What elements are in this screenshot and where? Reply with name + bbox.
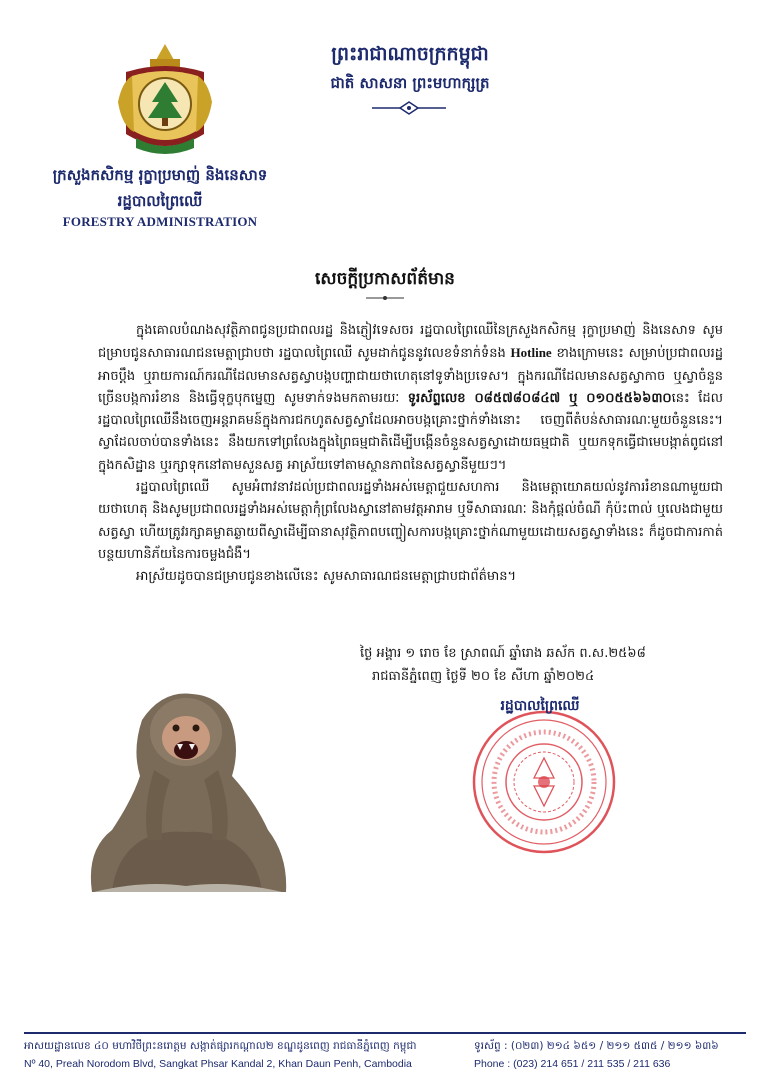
paragraph-1: ក្នុងគោលបំណងសុវត្ថិភាពជូនប្រជាពលរដ្ឋ និងភ្ញៀវទេសចរ រដ្ឋបាលព្រៃឈើនៃក្រសួងកសិកម្ម រុក្ខាប្រមាញ់ និងនេសាទ សូមជម្រាបជូនសាធារណជនមេត្តាជ្រាបថា រដ្ឋបាលព្រៃឈើ សូមដាក់ជូននូវលេខទំនាក់ទំនង Hotline ខាងក្រោមនេះ សម្រាប់ប្រជាពលរដ្ឋអាចប្ដឹង ឬរាយការណ៍ករណីដែលមានសត្វស្វាបង្កបញ្ហាជាយថាហេតុនៅទូទាំងប្រទេស។ ក្នុងករណីដែលមានសត្វស្វាកាច ឬស្វាចំនួនច្រើនបង្កការរំខាន និងធ្វើទុក្ខបុកម្នេញ សូមទាក់ទងមកតាមរយៈ ទូរស័ព្ទលេខ ០៨៥៧៨០៨៤៧ ឬ ០១០៥៥៦៦៣០នេះ ដែលរដ្ឋបាលព្រៃឈើនឹងចេញអន្តរាគមន៍ក្នុងការជកហូតសត្វស្វាដែលអាចបង្កគ្រោះថ្នាក់ទាំងនោះ ចេញពីតំបន់សាធារណៈមួយចំនួននេះ។ ស្វាដែលចាប់បានទាំងនេះ នឹងយកទៅព្រលែងក្នុងព្រៃធម្មជាតិដើម្បីបង្កើនចំនួនសត្វស្វាដោយធម្មជាតិ ឬយកទុកធ្វើជាមេបង្កាត់ពូជនៅក្នុងកសិដ្ឋាន ឬរក្សាទុកនៅតាមសួនសត្វ អាស្រ័យទៅតាមស្ថានភាពនៃសត្វស្វានីមួយៗ។ xyxy=(98,323,723,473)
lunar-date: ថ្ងៃ អង្គារ ១ រោច ខែ ស្រាពណ៍ ឆ្នាំរោង ឆស័ក ព.ស.២៥៦៨ xyxy=(360,646,646,661)
address-english: Nº 40, Preah Norodom Blvd, Sangkat Phsar Kandal 2, Khan Daun Penh, Cambodia xyxy=(24,1058,412,1070)
department-name-english: FORESTRY ADMINISTRATION xyxy=(62,214,258,229)
phone-english: Phone : (023) 214 651 / 211 535 / 211 636 xyxy=(474,1058,671,1070)
hotline-phone-numbers: ទូរស័ព្ទលេខ ០៨៥៧៨០៨៤៧ ឬ ០១០៥៥៦៦៣០ xyxy=(407,390,672,406)
title-ornament xyxy=(366,294,404,302)
department-name-khmer: រដ្ឋបាលព្រៃឈើ xyxy=(117,192,203,210)
official-seal xyxy=(470,708,618,856)
paragraph-3: អាស្រ័យដូចបានជម្រាបជូនខាងលើនេះ សូមសាធារណជនមេត្តាជ្រាបជាព័ត៌មាន។ xyxy=(136,569,517,585)
kingdom-heading: ព្រះរាជាណាចក្រកម្ពុជា xyxy=(331,43,489,65)
national-motto: ជាតិ សាសនា ព្រះមហាក្សត្រ xyxy=(330,74,490,92)
forestry-administration-logo xyxy=(112,42,218,160)
document-title: សេចក្ដីប្រកាសព័ត៌មាន xyxy=(315,269,455,289)
header-ornament xyxy=(370,101,448,115)
address-khmer: អាសយដ្ឋានលេខ ៤០ មហាវិថីព្រះនរោត្តម សង្កាត់ផ្សារកណ្ដាល២ ខណ្ឌដូនពេញ រាជធានីភ្នំពេញ កម្ពុជា xyxy=(24,1040,417,1052)
paragraph-2: រដ្ឋបាលព្រៃឈើ សូមអំពាវនាវដល់ប្រជាពលរដ្ឋទាំងអស់មេត្តាជួយសហការ និងមេត្តាយោគយល់នូវការរំខានណាមួយជាយថាហេតុ និងសូមប្រជាពលរដ្ឋទាំងអស់មេត្តាកុំព្រលែងស្វានៅតាមវត្តអារាម ឬទីសាធារណៈ និងកុំផ្តល់ចំណី កុំប៉ះពាល់ ឬលេងជាមួយសត្វស្វា ហើយត្រូវរក្សាគម្លាតឆ្ងាយពីស្វាដើម្បីធានាសុវត្ថិភាពបញ្ចៀសការបង្កគ្រោះថ្នាក់ណាមួយដោយសត្វស្វាទាំងនេះ ក៏ដូចជាការកាត់បន្ថយហានិភ័យនៃការចម្លងជំងឺ។ xyxy=(98,480,723,562)
macaque-photo xyxy=(82,680,294,895)
ministry-name-khmer: ក្រសួងកសិកម្ម រុក្ខាប្រមាញ់ និងនេសាទ xyxy=(52,166,268,184)
phone-khmer: ទូរស័ព្ទ : (០២៣) ២១៤ ៦៥១ / ២១១ ៥៣៥ / ២១១ ៦៣៦ xyxy=(474,1040,719,1052)
footer-divider xyxy=(24,1032,746,1034)
announcement-body xyxy=(98,320,723,589)
signer-name: រដ្ឋបាលព្រៃឈើ xyxy=(500,698,580,714)
hotline-label: Hotline xyxy=(510,345,552,361)
solar-date: រាជធានីភ្នំពេញ ថ្ងៃទី ២០ ខែ សីហា ឆ្នាំ២០២៤ xyxy=(372,669,595,684)
